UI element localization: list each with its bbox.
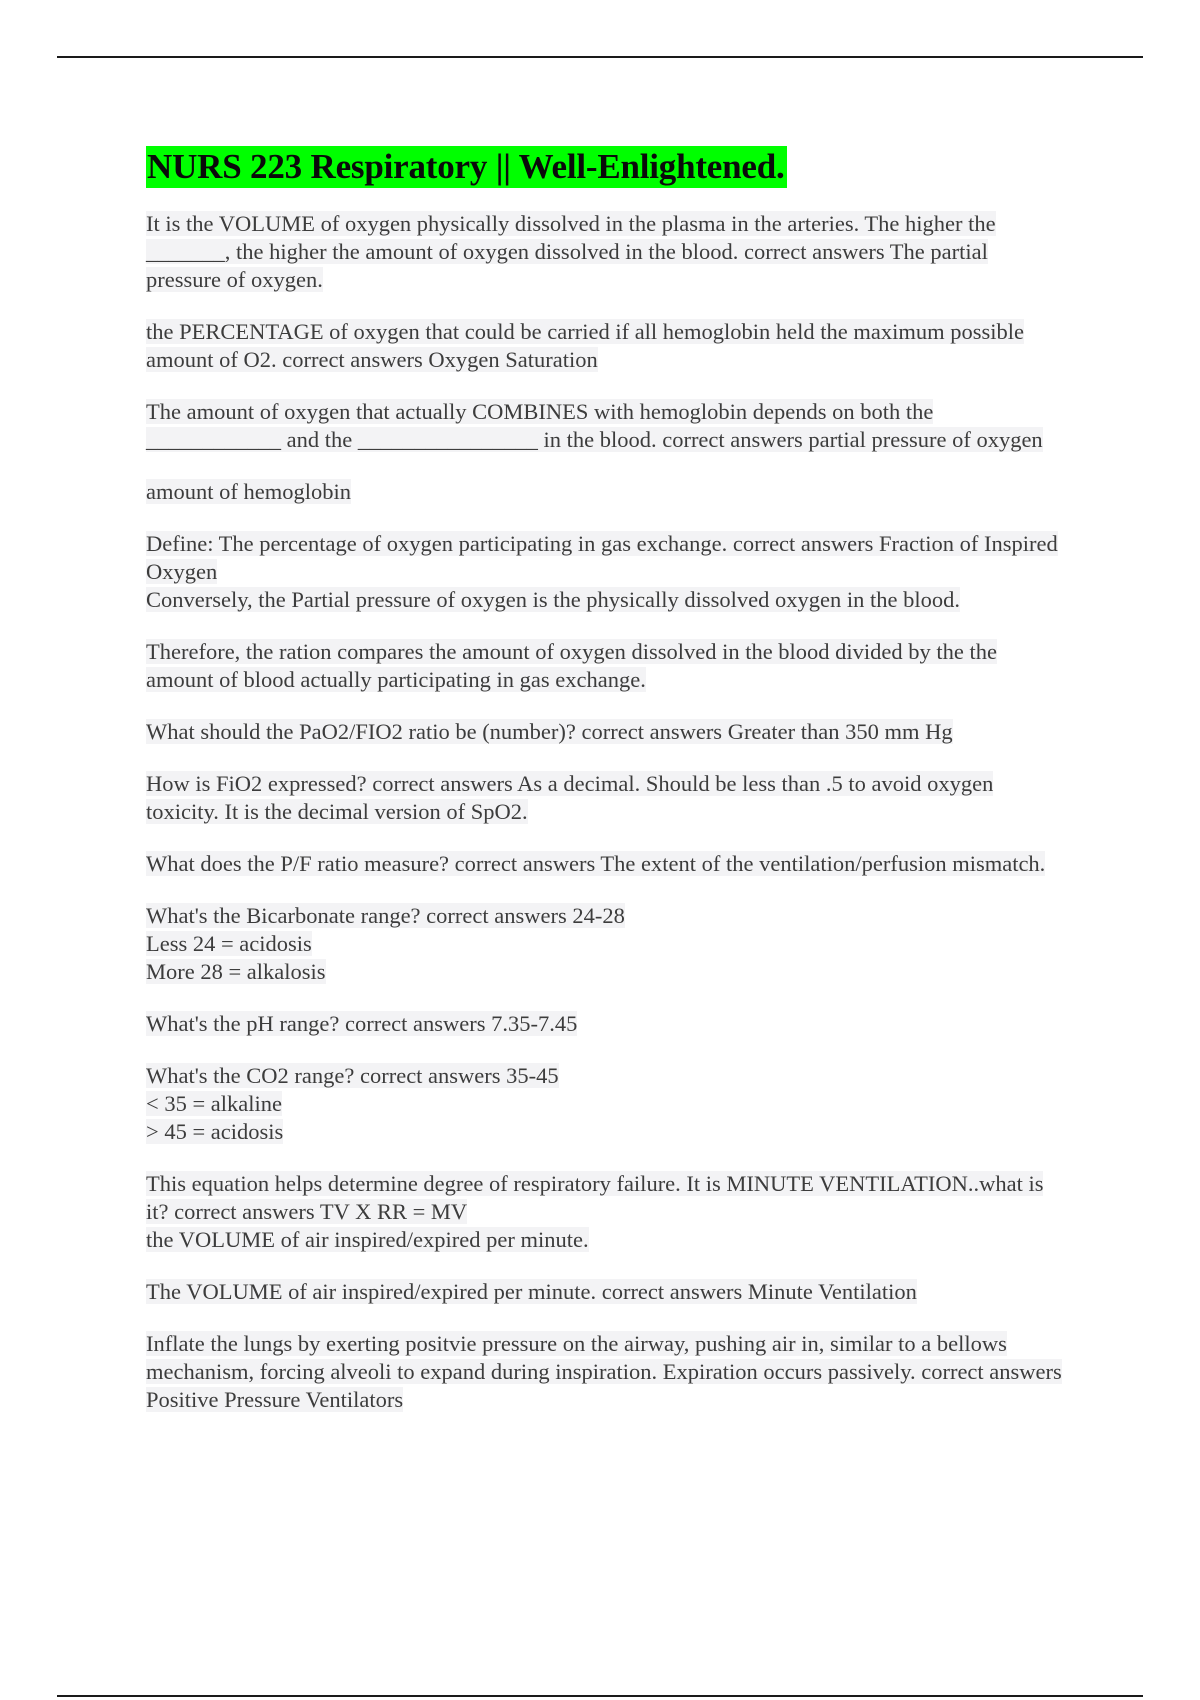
qa-entry-12	[146, 1062, 1066, 1146]
qa-line: How is FiO2 expressed? correct answers As a decimal. Should be less than .5 to avoid oxygen toxicity. It is the decimal version of SpO2.	[146, 771, 994, 824]
qa-line: > 45 = acidosis	[146, 1119, 284, 1144]
qa-entry-1	[146, 210, 1066, 294]
qa-line: amount of hemoglobin	[146, 479, 351, 504]
qa-entry-7	[146, 718, 1066, 746]
qa-line: This equation helps determine degree of respiratory failure. It is MINUTE VENTILATION..what is it? correct answers TV X RR = MV	[146, 1171, 1044, 1224]
qa-line: Inflate the lungs by exerting positvie pressure on the airway, pushing air in, similar to a bellows mechanism, forcing alveoli to expand during inspiration. Expiration occurs passively. correct answers Positive Pressure Ventilators	[146, 1331, 1062, 1412]
qa-entry-9	[146, 850, 1066, 878]
qa-line: Define: The percentage of oxygen participating in gas exchange. correct answers Fraction of Inspired Oxygen	[146, 531, 1058, 584]
qa-entry-6	[146, 638, 1066, 694]
top-rule	[57, 56, 1143, 58]
bottom-rule	[57, 1695, 1143, 1697]
document-title: NURS 223 Respiratory || Well-Enlightened.	[147, 147, 785, 186]
qa-entry-3	[146, 398, 1066, 454]
qa-line: < 35 = alkaline	[146, 1091, 282, 1116]
qa-line: What's the pH range? correct answers 7.35-7.45	[146, 1011, 578, 1036]
qa-line: The amount of oxygen that actually COMBINES with hemoglobin depends on both the ____________ and the ________________ in the blood. correct answers partial pressure of oxygen	[146, 399, 1043, 452]
qa-line: What should the PaO2/FIO2 ratio be (number)? correct answers Greater than 350 mm Hg	[146, 719, 953, 744]
qa-entry-15	[146, 1330, 1066, 1414]
qa-line: the PERCENTAGE of oxygen that could be carried if all hemoglobin held the maximum possible amount of O2. correct answers Oxygen Saturation	[146, 319, 1025, 372]
qa-line: Therefore, the ration compares the amount of oxygen dissolved in the blood divided by the the amount of blood actually participating in gas exchange.	[146, 639, 998, 692]
document-body	[146, 146, 1066, 1438]
qa-line: the VOLUME of air inspired/expired per minute.	[146, 1227, 589, 1252]
qa-entry-4	[146, 478, 1066, 506]
qa-entry-11	[146, 1010, 1066, 1038]
qa-entry-5	[146, 530, 1066, 614]
qa-line: The VOLUME of air inspired/expired per minute. correct answers Minute Ventilation	[146, 1279, 917, 1304]
qa-line: What's the Bicarbonate range? correct answers 24-28	[146, 903, 625, 928]
qa-line: It is the VOLUME of oxygen physically dissolved in the plasma in the arteries. The higher the _______, the higher the amount of oxygen dissolved in the blood. correct answers The partial pressure of oxygen.	[146, 211, 996, 292]
qa-entry-10	[146, 902, 1066, 986]
qa-line: Less 24 = acidosis	[146, 931, 312, 956]
qa-entry-14	[146, 1278, 1066, 1306]
qa-entry-8	[146, 770, 1066, 826]
qa-entry-13	[146, 1170, 1066, 1254]
qa-line: What does the P/F ratio measure? correct answers The extent of the ventilation/perfusion mismatch.	[146, 851, 1046, 876]
qa-line: What's the CO2 range? correct answers 35-45	[146, 1063, 559, 1088]
qa-list	[146, 210, 1066, 1414]
qa-line: Conversely, the Partial pressure of oxygen is the physically dissolved oxygen in the blood.	[146, 587, 961, 612]
qa-line: More 28 = alkalosis	[146, 959, 326, 984]
qa-entry-2	[146, 318, 1066, 374]
